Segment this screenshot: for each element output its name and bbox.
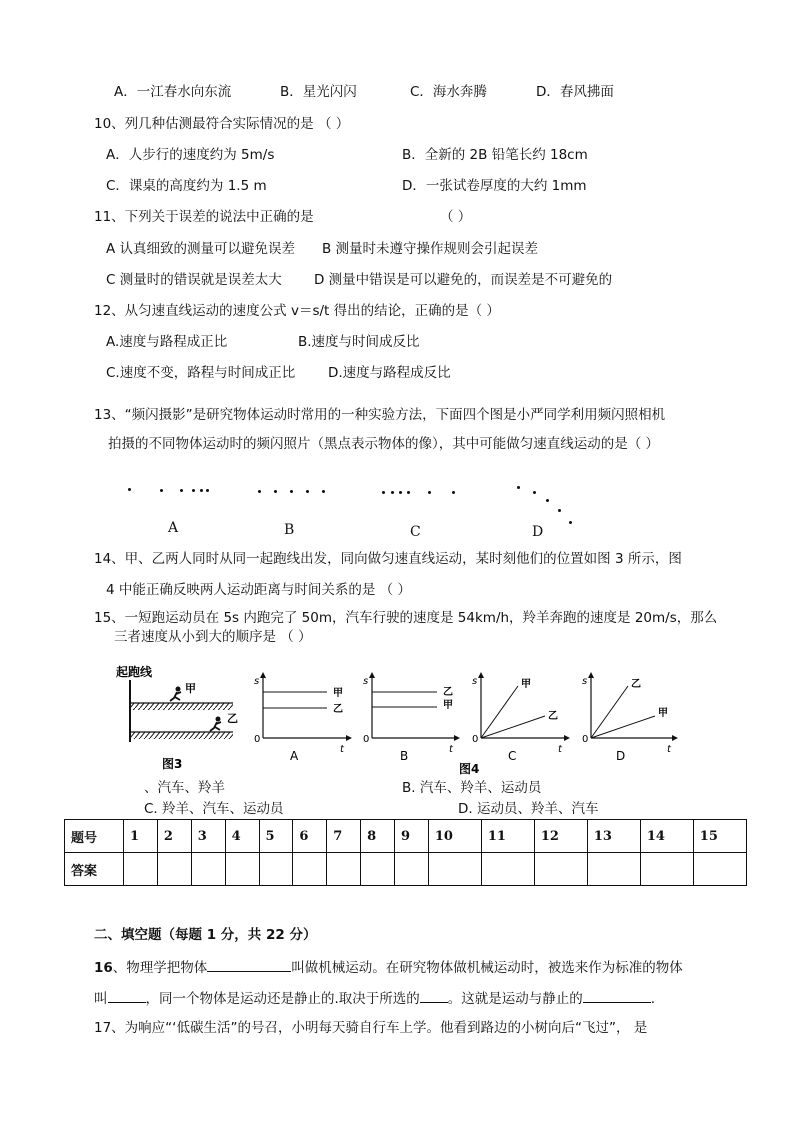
start-line-label: 起跑线 bbox=[116, 665, 153, 679]
figure-4-caption: 图4 bbox=[459, 762, 480, 776]
answer-cell[interactable] bbox=[225, 853, 259, 886]
answer-cell[interactable] bbox=[693, 853, 746, 886]
q11-option-c: C 测量时的错误就是误差太大 bbox=[106, 272, 282, 288]
svg-text:甲: 甲 bbox=[521, 679, 531, 690]
runner-yi-label: 乙 bbox=[227, 712, 238, 725]
question-number-cell: 9 bbox=[395, 820, 429, 853]
table-row bbox=[65, 853, 747, 886]
q16-text-1: 、物理学把物体 bbox=[112, 960, 208, 976]
question-number-cell: 1 bbox=[124, 820, 158, 853]
answer-cell[interactable] bbox=[293, 853, 327, 886]
graph-c-label: C bbox=[508, 749, 517, 763]
svg-text:甲: 甲 bbox=[443, 700, 453, 711]
svg-text:乙: 乙 bbox=[631, 679, 641, 690]
answer-cell[interactable] bbox=[587, 853, 640, 886]
q15-option-a: 、汽车、羚羊 bbox=[144, 780, 225, 796]
q14-line1: 14、甲、乙两人同时从同一起跑线出发，同向做匀速直线运动，某时刻他们的位置如图 3 所示，图 bbox=[94, 551, 682, 567]
question-number-cell: 8 bbox=[361, 820, 395, 853]
question-number-cell: 14 bbox=[640, 820, 693, 853]
svg-text:s: s bbox=[582, 676, 588, 687]
question-number-cell: 2 bbox=[157, 820, 191, 853]
q11-stem: 11、下列关于误差的说法中正确的是 bbox=[94, 209, 314, 225]
svg-text:乙: 乙 bbox=[333, 704, 343, 715]
svg-text:0: 0 bbox=[582, 734, 589, 745]
q12-stem: 12、从匀速直线运动的速度公式 v＝s/t 得出的结论，正确的是（ ） bbox=[94, 303, 500, 319]
q16-number: 16 bbox=[94, 960, 113, 976]
svg-text:t: t bbox=[667, 744, 671, 755]
q10-option-a: A．人步行的速度约为 5m/s bbox=[106, 147, 275, 163]
answer-cell[interactable] bbox=[191, 853, 225, 886]
q11-option-d: D 测量中错误是可以避免的，而误差是不可避免的 bbox=[314, 272, 613, 288]
question-number-cell: 11 bbox=[481, 820, 534, 853]
runner-jia-icon bbox=[170, 687, 181, 702]
q12-option-a: A.速度与路程成正比 bbox=[106, 334, 228, 350]
q12-option-c: C.速度不变，路程与时间成正比 bbox=[106, 365, 296, 381]
question-number-cell: 13 bbox=[587, 820, 640, 853]
answer-cell[interactable] bbox=[327, 853, 361, 886]
figure-3-start-line bbox=[116, 664, 238, 771]
q10-option-d: D．一张试卷厚度的大约 1mm bbox=[402, 178, 587, 194]
question-number-cell: 6 bbox=[293, 820, 327, 853]
question-number-cell: 7 bbox=[327, 820, 361, 853]
svg-text:s: s bbox=[363, 676, 369, 687]
q16-line1 bbox=[94, 957, 683, 977]
q11-paren: （ ） bbox=[440, 209, 472, 225]
q16-line2 bbox=[94, 988, 655, 1008]
q15-line2: 三者速度从小到大的顺序是 （ ） bbox=[114, 629, 312, 645]
q16-text-3: 叫 bbox=[94, 991, 108, 1007]
question-number-cell: 3 bbox=[191, 820, 225, 853]
question-number-cell: 10 bbox=[428, 820, 481, 853]
q16-text-6: . bbox=[650, 991, 656, 1007]
answer-cell[interactable] bbox=[481, 853, 534, 886]
graph-a-label: A bbox=[290, 749, 299, 763]
q15-option-c: C. 羚羊、汽车、运动员 bbox=[144, 801, 284, 817]
q10-option-c: C．课桌的高度约为 1.5 m bbox=[106, 178, 267, 194]
answer-cell[interactable] bbox=[534, 853, 587, 886]
question-number-cell: 12 bbox=[534, 820, 587, 853]
q13-line1: 13、“频闪摄影”是研究物体运动时常用的一种实验方法，下面四个图是小严同学利用频闪照相机 bbox=[94, 407, 666, 423]
q11-option-b: B 测量时未遵守操作规则会引起误差 bbox=[322, 241, 539, 257]
svg-text:甲: 甲 bbox=[658, 708, 668, 719]
graph-a bbox=[254, 672, 352, 763]
q9-option-d: D．春风拂面 bbox=[536, 84, 614, 100]
q10-stem: 10、列几种估测最符合实际情况的是 （ ） bbox=[94, 116, 350, 132]
q10-option-b: B．全新的 2B 铅笔长约 18cm bbox=[402, 147, 588, 163]
q12-option-b: B.速度与时间成反比 bbox=[298, 334, 420, 350]
q16-text-2: 叫做机械运动。在研究物体做机械运动时，被选来作为标准的物体 bbox=[291, 960, 683, 976]
q9-option-b: B．星光闪闪 bbox=[280, 84, 357, 100]
graph-d bbox=[582, 672, 678, 763]
q16-text-5: 。这就是运动与静止的 bbox=[447, 991, 583, 1007]
svg-text:t: t bbox=[558, 744, 562, 755]
graph-b bbox=[363, 672, 460, 763]
runner-yi-icon bbox=[210, 717, 221, 732]
answer-cell[interactable] bbox=[428, 853, 481, 886]
q16-text-4: ，同一个物体是运动还是静止的.取决于所选的 bbox=[145, 991, 420, 1007]
section-2-title: 二、填空题（每题 1 分，共 22 分） bbox=[94, 927, 317, 943]
svg-text:s: s bbox=[254, 676, 260, 687]
q9-option-c: C．海水奔腾 bbox=[410, 84, 487, 100]
svg-text:0: 0 bbox=[472, 734, 479, 745]
svg-text:s: s bbox=[472, 676, 478, 687]
svg-text:t: t bbox=[449, 744, 453, 755]
table-row bbox=[65, 820, 747, 853]
question-number-cell: 4 bbox=[225, 820, 259, 853]
answer-cell[interactable] bbox=[361, 853, 395, 886]
q15-option-d: D. 运动员、羚羊、汽车 bbox=[458, 801, 599, 817]
q11-option-a: A 认真细致的测量可以避免误差 bbox=[106, 241, 296, 257]
q16-blank-1[interactable] bbox=[207, 957, 291, 972]
answer-cell[interactable] bbox=[259, 853, 293, 886]
q15-line1: 15、一短跑运动员在 5s 内跑完了 50m，汽车行驶的速度是 54km/h，羚羊奔跑的速度是 20m/s，那么 bbox=[94, 610, 718, 626]
strobe-label-d: D bbox=[532, 524, 544, 540]
svg-text:甲: 甲 bbox=[333, 688, 343, 699]
row-header-number: 题号 bbox=[65, 820, 124, 853]
strobe-label-a: A bbox=[168, 520, 179, 536]
svg-text:乙: 乙 bbox=[548, 711, 558, 722]
q16-blank-4[interactable] bbox=[583, 988, 651, 1003]
runner-jia-label: 甲 bbox=[185, 682, 196, 695]
graph-d-label: D bbox=[616, 749, 626, 763]
graph-b-label: B bbox=[400, 749, 409, 763]
question-number-cell: 5 bbox=[259, 820, 293, 853]
q17-line1: 17、为响应“‘低碳生活”的号召，小明每天骑自行车上学。他看到路边的小树向后“飞过”， 是 bbox=[94, 1020, 648, 1036]
q16-blank-2[interactable] bbox=[108, 988, 146, 1003]
answer-cell[interactable] bbox=[124, 853, 158, 886]
svg-text:0: 0 bbox=[363, 734, 370, 745]
graph-c bbox=[472, 672, 570, 763]
svg-text:0: 0 bbox=[254, 734, 261, 745]
svg-text:t: t bbox=[340, 744, 344, 755]
q15-option-b: B. 汽车、羚羊、运动员 bbox=[402, 780, 542, 796]
answer-cell[interactable] bbox=[395, 853, 429, 886]
strobe-label-c: C bbox=[410, 524, 421, 540]
figure-3-caption: 图3 bbox=[162, 757, 183, 771]
svg-text:乙: 乙 bbox=[443, 687, 453, 698]
q9-option-a: A．一江春水向东流 bbox=[114, 84, 232, 100]
strobe-label-b: B bbox=[284, 522, 295, 538]
answer-cell[interactable] bbox=[157, 853, 191, 886]
question-number-cell: 15 bbox=[693, 820, 746, 853]
q12-option-d: D.速度与路程成反比 bbox=[328, 365, 451, 381]
q13-line2: 拍摄的不同物体运动时的频闪照片（黑点表示物体的像），其中可能做匀速直线运动的是（ ） bbox=[108, 436, 660, 452]
row-header-answer: 答案 bbox=[65, 853, 124, 886]
q16-blank-3[interactable] bbox=[420, 988, 448, 1003]
q14-line2: 4 中能正确反映两人运动距离与时间关系的是 （ ） bbox=[106, 582, 411, 598]
answer-table bbox=[64, 819, 747, 886]
answer-cell[interactable] bbox=[640, 853, 693, 886]
